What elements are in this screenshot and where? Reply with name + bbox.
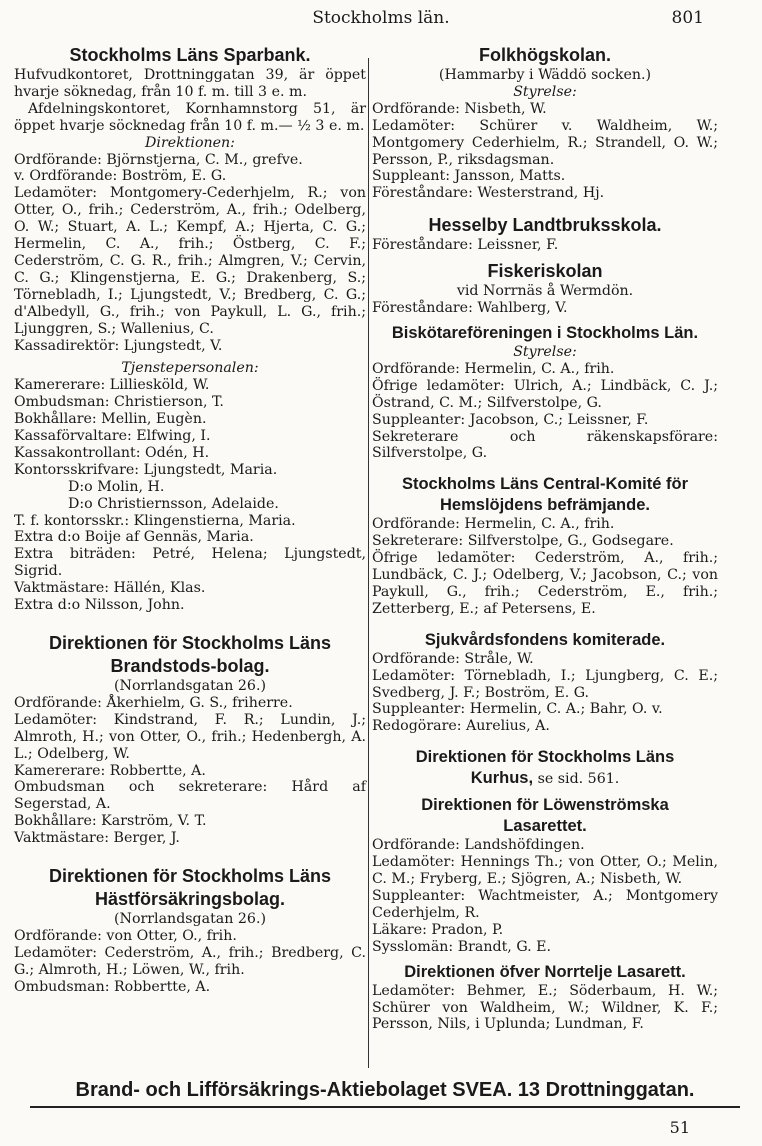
entry-line: Föreståndare: Westerstrand, Hj. xyxy=(372,185,605,202)
column-divider xyxy=(368,58,369,1068)
subheading: Styrelse: xyxy=(513,343,577,360)
entry-line: Suppleanter: Wachtmeister, A.; Montgomery Cederhjelm, R. xyxy=(372,888,718,921)
address-line: (Norrlandsgatan 26.) xyxy=(114,911,266,928)
entry-line: Ordförande: Nisbeth, W. xyxy=(372,100,547,117)
section-heading: Stockholms Läns Central-Komité för xyxy=(401,475,689,494)
entry-line: Vaktmästare: Berger, J. xyxy=(14,830,180,847)
page-reference: se sid. 561. xyxy=(537,771,620,788)
entry-line: Föreståndare: Wahlberg, V. xyxy=(372,300,568,317)
entry-line: v. Ordförande: Boström, E. G. xyxy=(14,168,227,185)
section-heading: Direktionen för Stockholms Läns xyxy=(48,633,332,653)
entry-line: Ledamöter: Kindstrand, F. R.; Lundin, J.; Almroth, H.; von Otter, O., frih.; Hedenbergh, A. L.; Odelberg, W. xyxy=(14,711,366,762)
entry-line: D:o Christiernsson, Adelaide. xyxy=(68,495,279,512)
entry-line: Extra biträden: Petré, Helena; Ljungstedt, Sigrid. xyxy=(14,546,366,580)
entry-line: Ordförande: Åkerhielm, G. S., friherre. xyxy=(14,694,293,711)
left-column xyxy=(14,44,366,996)
entry-line: Sysslomän: Brandt, G. E. xyxy=(372,938,552,955)
entry-line: Vaktmästare: Hällén, Klas. xyxy=(14,580,206,597)
entry-line: Ombudsman: Christierson, T. xyxy=(14,394,224,411)
section-heading: Hemslöjdens befrämjande. xyxy=(440,496,650,515)
entry-line: Ordförande: Landshöfdingen. xyxy=(372,837,585,854)
page-title: Stockholms län. xyxy=(312,8,450,28)
entry-line: Kontorsskrifvare: Ljungstedt, Maria. xyxy=(14,461,278,478)
entry-line: Ledamöter: Behmer, E.; Söderbaum, H. W.; Schürer von Waldheim, W.; Wildner, K. F.; Persson, Nils, i Uplunda; Lundman, F. xyxy=(372,982,718,1033)
entry-line: Kassadirektör: Ljungstedt, V. xyxy=(14,337,223,354)
section-heading: Hästförsäkringsbolag. xyxy=(94,889,286,910)
section-heading: Sjukvårdsfondens komiterade. xyxy=(424,630,666,649)
entry-line: Ordförande: Stråle, W. xyxy=(372,650,534,667)
section-heading: Direktionen för Stockholms Läns xyxy=(48,866,332,887)
entry-line: Ombudsman och sekreterare: Hård af Segerstad, A. xyxy=(14,779,366,813)
entry-line: Ombudsman: Robbertte, A. xyxy=(14,978,211,995)
entry-line: Ledamöter: Montgomery-Cederhjelm, R.; von Otter, O., frih.; Cederström, A., frih.; Odelberg, O. W.; Stuart, A. L.; Kempf, A.; Hjerta, C. G.; Hermelin, C. A., frih.; Östberg, C. F.; Cederström, C. G. R., frih.; Almgren, V.; Cervin, C. G.; Klingenstjerna, E. G.; Drakenberg, S.; Törnebladh, I.; Ljungstedt, V.; Bredberg, C. G.; d'Albedyll, G., frih.; von Paykull, L. G., frih.; Ljunggren, S.; Wallenius, C. xyxy=(14,185,366,337)
running-header xyxy=(0,8,762,32)
entry-line: Ledamöter: Schürer v. Waldheim, W.; Montgomery Cederhielm, R.; Strandell, O. W.; Persson, P., riksdagsman. xyxy=(372,117,718,168)
page-number: 801 xyxy=(671,8,704,28)
subheading: Tjenstepersonalen: xyxy=(121,360,259,377)
section-heading: Brandstods-bolag. xyxy=(110,656,270,676)
entry-line: Kamererare: Robbertte, A. xyxy=(14,762,206,779)
entry-line: D:o Molin, H. xyxy=(68,478,165,495)
address-line: vid Norrnäs å Wermdön. xyxy=(456,283,634,300)
entry-line: Suppleanter: Hermelin, C. A.; Bahr, O. v. xyxy=(372,701,663,718)
section-heading: Direktionen för Stockholms Läns xyxy=(415,748,675,767)
section-heading: Direktionen öfver Norrtelje Lasarett. xyxy=(404,962,686,981)
address-line: (Norrlandsgatan 26.) xyxy=(114,678,266,694)
subheading: Styrelse: xyxy=(513,83,577,100)
entry-line: Ordförande: Hermelin, C. A., frih. xyxy=(372,360,615,377)
entry-line: Läkare: Pradon, P. xyxy=(372,921,504,938)
entry-line: T. f. kontorsskr.: Klingenstierna, Maria. xyxy=(14,512,296,529)
footer-advert: Brand- och Lifförsäkrings-Aktiebolaget SVEA. 13 Drottninggatan. xyxy=(75,1079,695,1101)
entry-line: Ledamöter: Törnebladh, I.; Ljungberg, C. E.; Svedberg, J. F.; Boström, E. G. xyxy=(372,667,718,701)
entry-line: Ordförande: von Otter, O., frih. xyxy=(14,927,237,944)
entry-line: Kamererare: Lilliesköld, W. xyxy=(14,377,210,394)
entry-line: Redogörare: Aurelius, A. xyxy=(372,718,550,735)
section-heading: Direktionen för Löwenströmska xyxy=(421,796,669,815)
section-heading: Hesselby Landtbruksskola. xyxy=(428,215,662,236)
footer-number: 51 xyxy=(669,1118,690,1137)
text-paragraph: Hufvudkontoret, Drottninggatan 39, är öppet hvarje söknedag, från 10 f. m. till 3 e. m. xyxy=(14,67,366,100)
address-line: (Hammarby i Wäddö socken.) xyxy=(438,67,652,83)
entry-line: Sekreterare: Silfverstolpe, G., Godsegare. xyxy=(372,533,674,550)
entry-line: Kassakontrollant: Odén, H. xyxy=(14,444,210,461)
section-heading-line xyxy=(372,768,718,789)
section-heading: Lasarettet. xyxy=(503,817,587,836)
right-column xyxy=(372,44,718,1033)
entry-line: Ordförande: Hermelin, C. A., frih. xyxy=(372,516,615,533)
entry-line: Kassaförvaltare: Elfwing, I. xyxy=(14,428,211,445)
entry-line: Föreståndare: Leissner, F. xyxy=(372,237,559,254)
section-heading: Folkhögskolan. xyxy=(478,45,611,65)
entry-line: Suppleanter: Jacobson, C.; Leissner, F. xyxy=(372,411,649,428)
entry-line: Bokhållare: Karström, V. T. xyxy=(14,813,207,830)
entry-line: Ledamöter: Cederström, A., frih.; Bredberg, C. G.; Almroth, H.; Löwen, W., frih. xyxy=(14,944,366,978)
section-heading: Stockholms Läns Sparbank. xyxy=(69,45,311,65)
entry-line: Bokhållare: Mellin, Eugèn. xyxy=(14,411,207,428)
entry-line: Ordförande: Björnstjerna, C. M., grefve. xyxy=(14,151,303,168)
text-paragraph: Afdelningskontoret, Kornhamnstorg 51, är öppet hvarje söcknedag från 10 f. m.— ½ 3 e. m. xyxy=(14,100,366,134)
footer-rule xyxy=(30,1106,740,1108)
subheading: Direktionen: xyxy=(145,134,235,151)
section-heading: Fiskeriskolan xyxy=(487,261,603,282)
entry-line: Öfrige ledamöter: Cederström, A., frih.; Lundbäck, C. J.; Odelberg, V.; Jacobson, C.; von Paykull, G., frih.; Cederström, E., frih.; Zetterberg, E.; af Petersens, E. xyxy=(372,550,718,617)
entry-line: Ledamöter: Hennings Th.; von Otter, O.; Melin, C. M.; Fryberg, E.; Sjögren, A.; Nisbeth, W. xyxy=(372,854,718,888)
entry-line: Extra d:o Nilsson, John. xyxy=(14,597,185,614)
entry-line: Extra d:o Boije af Gennäs, Maria. xyxy=(14,529,254,546)
entry-line: Suppleant: Jansson, Matts. xyxy=(372,168,566,185)
section-heading: Biskötareföreningen i Stockholms Län. xyxy=(391,323,699,342)
entry-line: Öfrige ledamöter: Ulrich, A.; Lindbäck, C. J.; Östrand, C. M.; Silfverstolpe, G. xyxy=(372,377,718,411)
entry-line: Sekreterare och räkenskapsförare: Silfverstolpe, G. xyxy=(372,428,718,462)
section-heading: Kurhus, xyxy=(470,769,534,788)
